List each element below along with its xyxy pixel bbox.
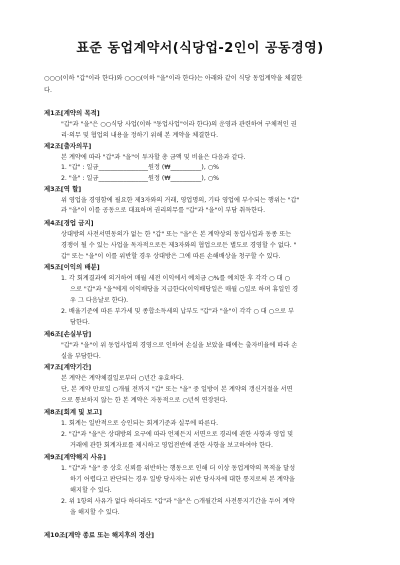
article-text: 경쟁이 될 수 있는 사업을 독자적으로든 제3자와의 협업으로든 별도로 경영할 수 없다. " [61, 242, 297, 249]
article-text: 1. 각 회계결과에 의거하여 매월 세전 이익에서 예치금 ○%를 예치한 후 각각 ○ 대 ○ [61, 275, 290, 282]
article-text: 갑" 또는 "을"이 이를 위반할 경우 상대방은 그에 따른 손해배상을 청구할 수 있다. [61, 253, 281, 260]
article-heading: 제5조[이익의 배분] [44, 263, 100, 271]
article-text: 1. 회계는 일반적으로 승인되는 회계기준과 실무에 따른다. [61, 420, 219, 427]
article-text: 1. "갑" : 일금________________원정 (₩__________), ○% [61, 164, 220, 171]
article-text: 리·의무 및 협업의 내용을 정하기 위해 본 계약을 체결한다. [61, 132, 219, 139]
article-text: 해지할 수 있다. [70, 487, 112, 494]
article-text: 위 영업을 경영함에 필요한 제3자와의 거래, 영업명의, 기타 영업에 부수되는 행위는 "갑" [61, 197, 300, 204]
article-text: "갑"과 "을"이 위 동업사업의 경영으로 인하여 손실을 보았을 때에는 출자비율에 따라 손 [61, 342, 298, 349]
article-text: 2. 배율기준에 따른 부가세 및 종합소득세의 납부도 "갑"과 "을"이 각각 ○ 대 ○으로 부 [61, 308, 294, 315]
article-heading: 제2조[출자의무] [44, 142, 92, 150]
article-heading: 제9조[계약해지 사유] [44, 453, 106, 461]
article-text: 단, 본 계약 만료일 ○개월 전까지 "갑" 또는 "을" 중 일방이 본 계약의 갱신거절을 서면 [61, 386, 293, 393]
article-heading: 제7조[계약기간] [44, 363, 92, 371]
article-heading: 제3조[역 할] [44, 185, 82, 193]
intro-line: ○○○(이하 "갑"이라 한다)와 ○○○(이하 "을"이라 한다)는 아래와 같이 식당 동업계약을 체결한 [44, 75, 303, 82]
article-text: 으로 "갑"과 "을"에게 이익배당을 지급한다(이익배당일은 매월 ○일로 하며 휴일인 경 [70, 286, 299, 293]
article-text: 본 계약은 계약체결일로부터 ○년간 유효하다. [61, 375, 184, 382]
article-heading: 제10조[계약 종료 또는 해지후의 정산] [44, 531, 155, 539]
article-text: 으로 통보하지 않는 한 본 계약은 자동적으로 ○년씩 연장된다. [61, 397, 228, 404]
article-heading: 제8조[회계 및 보고] [44, 408, 102, 416]
article-heading: 제6조[손실부담] [44, 330, 92, 338]
article-heading: 제4조[경업 금지] [44, 219, 94, 227]
article-text: 2. 위 1항의 사유가 없다 하더라도 "갑"과 "을"은 ○개월간의 사전통지기간을 두어 계약 [61, 498, 295, 505]
article-text: 2. "을" : 일금________________원정 (₩__________), ○% [61, 175, 220, 182]
article-text: 실을 부담한다. [61, 353, 101, 360]
article-text: 상대방의 사전서면동의가 없는 한 "갑" 또는 "을"은 본 계약상의 동업사업과 동종 또는 [61, 231, 292, 238]
article-text: 1. "갑"과 "을" 중 상호 신뢰를 위반하는 행동으로 인해 더 이상 동업계약의 목적을 달성 [61, 465, 296, 472]
article-text: 하기 어렵다고 판단되는 경우 일방 당사자는 위반 당사자에 대한 통지로써 본 계약을 [70, 476, 295, 483]
article-text: 과 "을"이 이를 공동으로 대표하며 권리의무를 "갑"과 "을"이 부담 취득한다. [61, 207, 266, 214]
article-text: 2. "갑"과 "을"은 상대방의 요구에 따라 언제든지 서면으로 경리에 관한 사항과 영업 및 [61, 431, 294, 438]
article-text: 본 계약에 따라 "갑"과 "을"이 투자할 총 금액 및 비율은 다음과 같다. [61, 154, 246, 161]
article-heading: 제1조[계약의 목적] [44, 109, 100, 117]
intro-line: 다. [44, 87, 52, 94]
article-text: 을 해지할 수 있다. [70, 509, 120, 516]
article-text: 거래에 관한 회계자료를 제시하고 영업전반에 관한 사항을 보고하여야 한다. [70, 442, 273, 449]
article-text: "갑"과 "을"은 ○○식당 사업(이하 "동업사업"이라 한다)의 운영과 관련하여 구체적인 권 [61, 121, 297, 128]
article-text: 우 그 다음날로 한다). [70, 297, 129, 304]
article-text: 담한다. [70, 319, 90, 326]
document-title: 표준 동업계약서(식당업-2인이 공동경영) [76, 41, 324, 56]
